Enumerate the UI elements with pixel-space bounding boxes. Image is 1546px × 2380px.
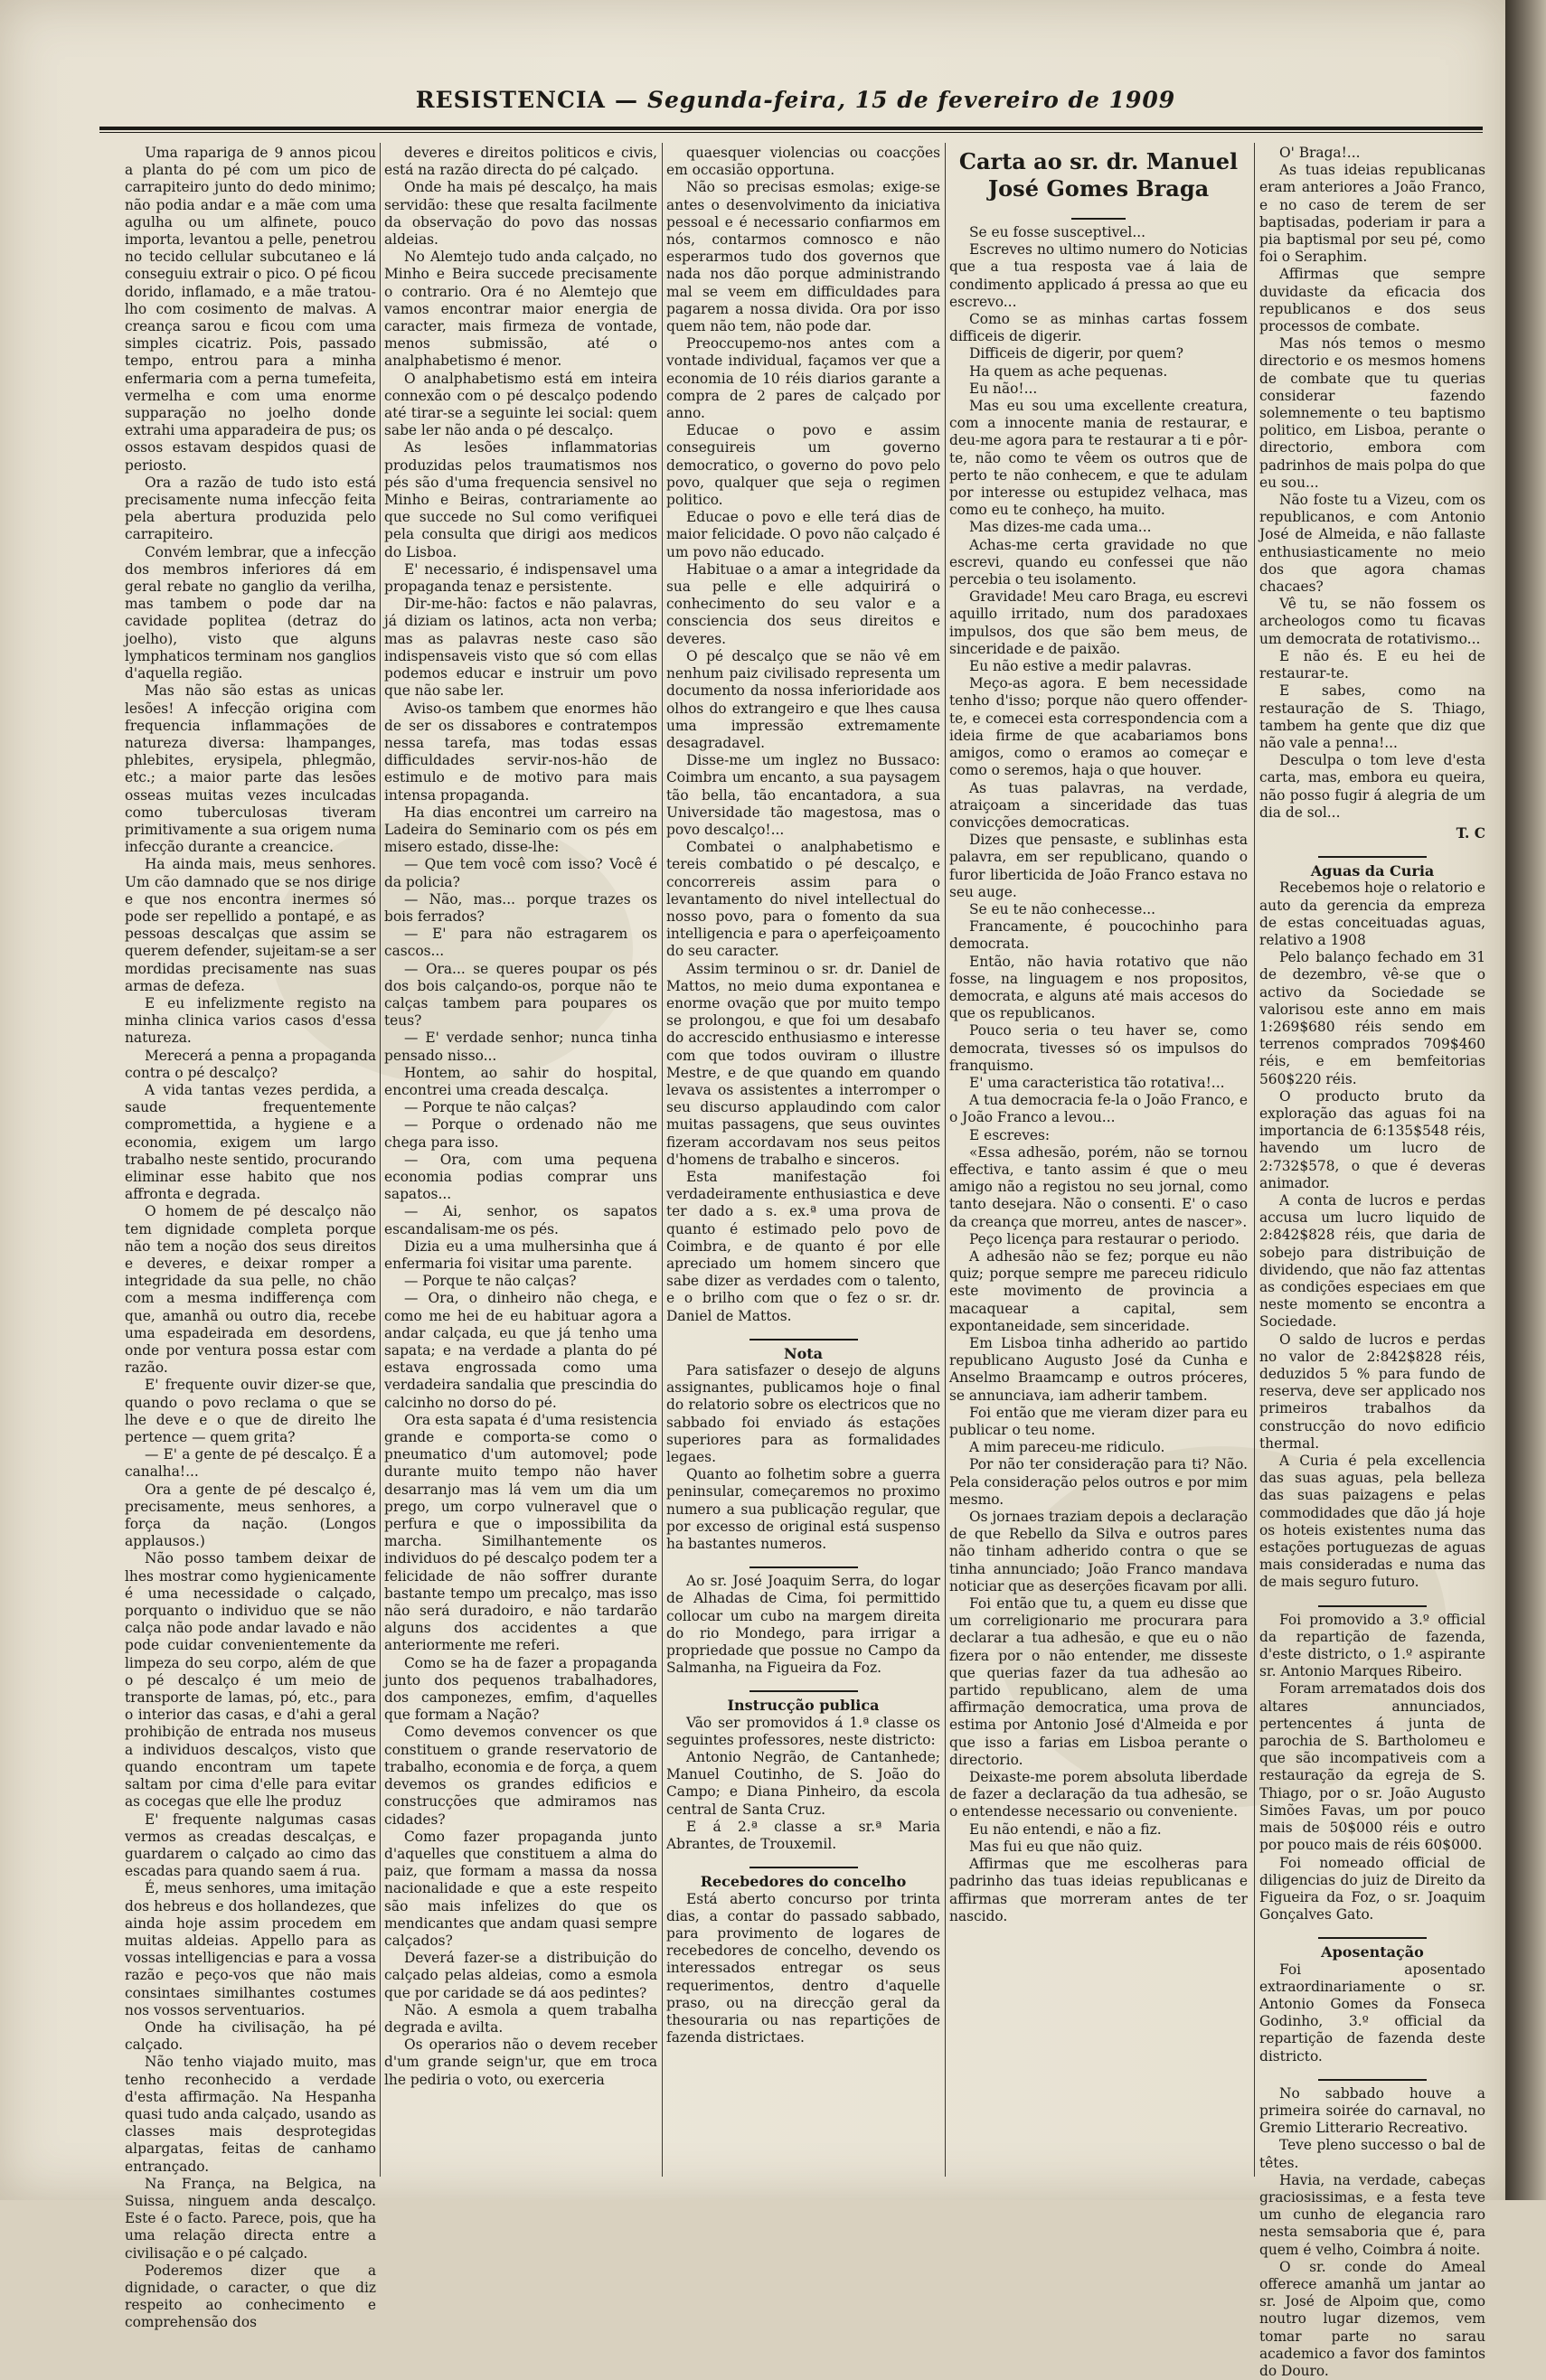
paragraph: O producto bruto da exploração das aguas foi na importancia de 6:135$548 réis, havendo um lucro de 2:732$578, o que é deveras animador.	[1259, 1087, 1485, 1191]
section-divider	[666, 1558, 940, 1566]
column-rule	[380, 143, 381, 2177]
paragraph: Havia, na verdade, cabeças graciosissimas, e a festa teve um cunho de elegancia raro nesta semsaboria que é, para quem é velho, Coimbra á noite.	[1259, 2171, 1485, 2258]
column-rule	[1254, 143, 1255, 2177]
paragraph: Foi aposentado extraordinariamente o sr. Antonio Gomes da Fonseca Godinho, 3.º official da repartição de fazenda deste districto.	[1259, 1961, 1485, 2065]
section-divider	[666, 1858, 940, 1866]
paragraph: deveres e direitos politicos e civis, está na razão directa do pé calçado.	[384, 145, 657, 179]
paragraph: Francamente, é poucochinho para democrata.	[949, 918, 1248, 953]
paragraph: O saldo de lucros e perdas no valor de 2:842$828 réis, deduzidos 5 % para fundo de reserva, deve ser applicado nos primeiros trabalhos da construcção do novo edificio thermal.	[1259, 1331, 1485, 1452]
masthead-separator: —	[614, 87, 638, 113]
paragraph: E' uma caracteristica tão rotativa!...	[969, 1074, 1225, 1091]
paragraph: Pouco seria o teu haver se, como democrata, tivesses só os impulsos do franquismo.	[949, 1022, 1248, 1074]
letter-body	[949, 224, 1248, 1925]
paragraph: No sabbado houve a primeira soirée do carnaval, no Gremio Litterario Recreativo.	[1259, 2084, 1485, 2137]
paragraph: Eu não estive a medir palavras.	[969, 658, 1192, 675]
paragraph: Em Lisboa tinha adherido ao partido republicano Augusto José da Cunha e Anselmo Braamcamp e outros próceres, se annunciava, iam adherir tambem.	[949, 1335, 1248, 1404]
paragraph: Ao sr. José Joaquim Serra, do logar de Alhadas de Cima, foi permittido collocar um cubo na margem direita do rio Mondego, para irrigar a propriedade que possue no Campo da Salmanha, na Figueira da Foz.	[666, 1573, 940, 1677]
paragraph: Está aberto concurso por trinta dias, a contar do passado sabbado, para provimento de logares de recebedores de concelho, devendo os interessados entregar os seus requerimentos, dentro d'aquelle praso, ou na direcção geral da thesouraria ou nas repartições de fazenda districtaes.	[666, 1890, 940, 2046]
paragraph: Combatei o analphabetismo e tereis combatido o pé descalço, e concorrereis assim para o levantamento do nivel intellectual do nosso povo, para o fomento da sua intelligencia e para o aperfeiçoamento do seu caracter.	[666, 839, 940, 960]
paragraph: A adhesão não se fez; porque eu não quiz; porque sempre me pareceu ridiculo este movimento de provincia a macaquear a capital, sem expontaneidade, sem sinceridade.	[949, 1247, 1248, 1334]
paragraph: Desculpa o tom leve d'esta carta, mas, embora eu queira, não posso fugir á alegria de um dia de sol...	[1259, 752, 1485, 821]
headline-carta: Carta ao sr. dr. Manuel José Gomes Braga	[958, 148, 1239, 202]
paragraph: — Ai, senhor, os sapatos escandalisam-me os pés.	[384, 1203, 657, 1237]
paragraph: Os jornaes traziam depois a declaração de que Rebello da Silva e outros pares não tinham adherido contra o que se tinha annunciado; João Franco mandava noticiar que as deserções ficavam por alli.	[949, 1509, 1248, 1595]
paragraph: — Porque te não calças?	[404, 1099, 577, 1116]
paragraph: Gravidade! Meu caro Braga, eu escrevi aquillo irritado, num dos paradoxaes impulsos, dos que são bem meus, de sinceridade e de paixão.	[949, 588, 1248, 657]
paragraph: Esta manifestação foi verdadeiramente enthusiastica e deve ter dado a s. ex.ª uma prova de quanto é estimado pelo povo de Coimbra, e de quanto é por elle apreciado um homem sincero que sabe dizer as verdades com o talento, e o brilho com que o fez o sr. dr. Daniel de Mattos.	[666, 1168, 940, 1324]
paragraph: Não tenho viajado muito, mas tenho reconhecido a verdade d'esta affirmação. Na Hespanha quasi tudo anda calçado, usando as classes mais desprotegidas alpargatas, feitas de canhamo entrançado.	[125, 2054, 376, 2175]
paragraph: — Não, mas... porque trazes os bois ferrados?	[384, 890, 657, 925]
paragraph: O analphabetismo está em inteira connexão com o pé descalço podendo até tirar-se a seguinte lei social: quem sabe ler não anda o pé descalço.	[384, 370, 657, 439]
section-divider	[949, 210, 1248, 217]
paragraph: Educae o povo e assim conseguireis um governo democratico, o governo do povo pelo povo, qualquer que seja o regimen politico.	[666, 422, 940, 509]
letter-continuation	[1259, 145, 1485, 822]
letter-signature: T. C	[1456, 824, 1485, 842]
section-aposentacao	[1259, 1961, 1485, 2065]
paragraph: Não so precisas esmolas; exige-se antes o desenvolvimento da iniciativa pessoal e é necessario confiarmos em nós, contarmos comnosco e não esperarmos tudo dos governos que nada nos dão porque administrando mal se veem em difficuldades para pagarem a nossa divida. Ora por isso quem não tem, não pode dar.	[666, 179, 940, 335]
paragraph: Ha ainda mais, meus senhores. Um cão damnado que se nos dirige e que nos encontra inermes só pode ser repellido a pontapé, e as pessoas descalças que assim se querem defender, sujeitam-se a ser mordidas precisamente nas suas armas de defeza.	[125, 856, 376, 994]
paragraph: Foi promovido a 3.º official da repartição de fazenda, d'este districto, o 1.º aspirante sr. Antonio Marques Ribeiro.	[1259, 1611, 1485, 1680]
paragraph: Dir-me-hão: factos e não palavras, já diziam os latinos, acta non verba; mas as palavras neste caso são indispensaveis visto que só com ellas podemos educar e instruir um povo que não sabe ler.	[384, 596, 657, 700]
section-instrucao	[666, 1715, 940, 1854]
paragraph: No Alemtejo tudo anda calçado, no Minho e Beira succede precisamente o contrario. Ora é no Alemtejo que vamos encontrar maior energia de caracter, mais firmeza de vontade, menos submissão, até o analphabetismo é menor.	[384, 249, 657, 370]
paragraph: Ha quem as ache pequenas.	[969, 362, 1168, 380]
paragraph: — Que tem você com isso? Você é da policia?	[384, 856, 657, 890]
column-3	[666, 145, 940, 2178]
paragraph: Convém lembrar, que a infecção dos membros inferiores dá em geral rebate no ganglio da verilha, mas tambem o pode dar na cavidade poplitea (detraz do joelho), visto que alguns lymphaticos terminam nos ganglios d'aquella região.	[125, 543, 376, 682]
paragraph: — Ora... se queres poupar os pés dos bois calçando-os, porque não te calças tambem para poupares os teus?	[384, 960, 657, 1030]
paragraph: Dizia eu a uma mulhersinha que á enfermaria foi visitar uma parente.	[384, 1237, 657, 1272]
news-item	[666, 1573, 940, 1677]
paragraph: E sabes, como na restauração de S. Thiago, tambem ha gente que diz que não vale a penna!...	[1259, 682, 1485, 751]
paragraph: Poderemos dizer que a dignidade, o caracter, o que diz respeito ao conhecimento e comprehensão dos	[125, 2262, 376, 2331]
paragraph: quaesquer violencias ou coacções em occasião opportuna.	[666, 145, 940, 179]
paragraph: Mas não são estas as unicas lesões! A infecção origina com frequencia inflammações de natureza diversa: lhampanges, phlebites, erysipela, phlegmão, etc.; a maior parte das lesões osseas muitas vezes inculcadas como tuberculosas tiveram primitivamente a sua origem numa infecção durante a creancice.	[125, 682, 376, 856]
paragraph: Vão ser promovidos á 1.ª classe os seguintes professores, neste districto:	[666, 1714, 940, 1748]
paragraph: É, meus senhores, uma imitação dos hebreus e dos hollandezes, que ainda hoje assim procedem em muitas aldeias. Appello para as vossas intelligencias e para a vossa razão e peço-vos que não mais consintaes similhantes costumes nos vossos serventuarios.	[125, 1880, 376, 2018]
paragraph: E' necessario, é indispensavel uma propaganda tenaz e persistente.	[384, 560, 657, 596]
paragraph: Como devemos convencer os que constituem o grande reservatorio de trabalho, economia e de força, a quem devemos os grandes edificios e construcções que admiramos nas cidades?	[384, 1724, 657, 1828]
column-4	[949, 145, 1248, 2178]
paragraph: Mas eu sou uma excellente creatura, com a innocente mania de restaurar, e deu-me agora para te restaurar a ti e pôr-te, não como te vêem os outros que de perto te não conhecem, e que te adulam por interesse ou estupidez velhaca, mas como eu te conheço, ha muito.	[949, 398, 1248, 519]
page-edge	[1505, 0, 1546, 2200]
paragraph: Ora a gente de pé descalço é, precisamente, meus senhores, a força da nação. (Longos applausos.)	[125, 1481, 376, 1550]
paragraph: O' Braga!...	[1279, 145, 1361, 161]
paragraph: — Porque te não calças?	[404, 1273, 577, 1290]
paragraph: Eu não!...	[969, 380, 1038, 397]
paragraph: Como fazer propaganda junto d'aquelles que constituem a alma do paiz, que formam a massa da nossa nacionalidade e que a este respeito são mais infelizes do que os mendicantes que andam quasi sempre calçados?	[384, 1828, 657, 1949]
paragraph: Achas-me certa gravidade no que escrevi, quando eu confessei que não percebia o teu isolamento.	[949, 536, 1248, 588]
section-divider	[1259, 1929, 1485, 1936]
paragraph: A tua democracia fe-la o João Franco, e o João Franco a levou...	[949, 1092, 1248, 1126]
section-divider	[1259, 2071, 1485, 2078]
paragraph: As tuas ideias republicanas eram anteriores a João Franco, e no caso de terem de ser baptisadas, poderiam ir para a pia baptismal por seu pé, como foi o Seraphim.	[1259, 162, 1485, 266]
paragraph: Não. A esmola a quem trabalha degrada e avilta.	[384, 2001, 657, 2036]
masthead	[108, 87, 1483, 123]
paragraph: Deixaste-me porem absoluta liberdade de fazer a declaração da tua adhesão, se o entendesse necessario ou conveniente.	[949, 1769, 1248, 1820]
news-items	[1259, 1612, 1485, 1924]
section-divider	[666, 1331, 940, 1338]
section-divider	[1259, 848, 1485, 855]
paragraph: Uma rapariga de 9 annos picou a planta do pé com um pico de carrapiteiro junto do dedo minimo; não podia andar e a mãe com uma agulha ou um alfinete, pouco importa, levantou a pelle, penetrou no tecido cellular subcutaneo e lá conseguiu extrair o pico. O pé ficou dorido, inflamado, e a mãe tratou-lho com cosimento de malvas. A creança sarou e ficou com uma simples cicatriz. Pois, passado tempo, entrou para a minha enfermaria com a perna tumefeita, vermelha e com uma enorme supparação no joelho donde extrahi uma apparadeira de pus; os ossos estavam despidos quasi de periosto.	[125, 145, 376, 474]
column-5	[1259, 145, 1485, 2379]
paragraph: Mas fui eu que não quiz.	[969, 1838, 1143, 1855]
masthead-title: RESISTENCIA	[415, 87, 606, 113]
paragraph: E eu infelizmente registo na minha clinica varios casos d'essa natureza.	[125, 994, 376, 1047]
paragraph: Preoccupemo-nos antes com a vontade individual, façamos ver que a economia de 10 réis diarios garante a compra de 2 pares de calçado por anno.	[666, 335, 940, 422]
paragraph: Onde ha civilisação, ha pé calçado.	[125, 2018, 376, 2054]
paragraph: Pelo balanço fechado em 31 de dezembro, vê-se que o activo da Sociedade se valorisou este anno em mais 1:269$680 réis sendo em terrenos comprados 709$460 réis, e em bemfeitorias 560$220 réis.	[1259, 949, 1485, 1087]
section-title-recebedores: Recebedores do concelho	[700, 1873, 907, 1891]
column-rule	[945, 143, 946, 2177]
section-nota	[666, 1362, 940, 1553]
paragraph: Os operarios não o devem receber d'um grande seign'ur, que em troca lhe pediria o voto, ou exerceria	[384, 2037, 657, 2088]
masthead-rule-thin	[99, 132, 1483, 133]
section-recebedores	[666, 1891, 940, 2047]
paragraph: Affirmas que sempre duvidaste da eficacia dos republicanos e dos seus processos de combate.	[1259, 266, 1485, 335]
paragraph: Antonio Negrão, de Cantanhede; Manuel Coutinho, de S. João do Campo; e Diana Pinheiro, da escola central de Santa Cruz.	[666, 1749, 940, 1818]
paragraph: Merecerá a penna a propaganda contra o pé descalço?	[125, 1047, 376, 1081]
paragraph: Eu não entendi, e não a fiz.	[969, 1820, 1162, 1838]
paragraph: E não és. E eu hei de restaurar-te.	[1259, 647, 1485, 682]
paragraph: Mas dizes-me cada uma...	[969, 519, 1152, 536]
section-divider	[666, 1682, 940, 1689]
section-title-aguas: Aguas da Curia	[1310, 862, 1435, 880]
paragraph: — E' para não estragarem os cascos...	[384, 926, 657, 960]
paragraph: Dizes que pensaste, e sublinhas esta palavra, em ser republicano, quando o furor liberticida de João Franco estava no seu auge.	[949, 832, 1248, 900]
paragraph: Quanto ao folhetim sobre a guerra peninsular, começaremos no proximo numero a sua publicação regular, que por excesso de original está suspenso ha bastantes numeros.	[666, 1466, 940, 1553]
paragraph: A mim pareceu-me ridiculo.	[969, 1439, 1165, 1456]
column-2	[384, 145, 657, 2178]
paragraph: Onde ha mais pé descalço, ha mais servidão: these que resalta facilmente da observação do povo das nossas aldeias.	[384, 179, 657, 249]
paragraph: Na França, na Belgica, na Suissa, ninguem anda descalço. Este é o facto. Parece, pois, que ha uma relação directa entre a civilisação e o pé calçado.	[125, 2175, 376, 2262]
paragraph: Não foste tu a Vizeu, com os republicanos, e com Antonio José de Almeida, e não fallaste enthusiasticamente no meio dos que agora chamas chacaes?	[1259, 492, 1485, 596]
paragraph: — Porque o ordenado não me chega para isso.	[384, 1116, 657, 1151]
paragraph: — E' a gente de pé descalço. É a canalha!...	[125, 1446, 376, 1481]
paragraph: — Ora, o dinheiro não chega, e como me hei de eu habituar agora a andar calçada, eu que já tenho uma sapata; e na verdade a planta do pé estava engrossada como uma verdadeira sandalia que prescindia do calcinho no dorso do pé.	[384, 1290, 657, 1411]
paragraph: Recebemos hoje o relatorio e auto da gerencia da empreza de estas conceituadas aguas, relativo a 1908	[1259, 880, 1485, 948]
paragraph: Vê tu, se não fossem os archeologos como tu ficavas um democrata de rotativismo...	[1259, 596, 1485, 647]
masthead-rule	[99, 127, 1483, 130]
paragraph: Assim terminou o sr. dr. Daniel de Mattos, no meio duma expontanea e enorme ovação que por muito tempo se prolongou, e que foi um desabafo do accrescido enthusiasmo e interesse com que todos ouviram o illustre Mestre, e de que quando em quando levava os assistentes a interromper o seu discurso applaudindo com calor muitas passagens, que seus ouvintes fizeram accordavam nos seus peitos d'homens de trabalho e sinceros.	[666, 960, 940, 1168]
paragraph: E á 2.ª classe a sr.ª Maria Abrantes, de Trouxemil.	[666, 1818, 940, 1853]
paragraph: A vida tantas vezes perdida, a saude frequentemente compromettida, a hygiene e a economia, exigem um largo trabalho neste sentido, procurando eliminar esse habito que nos affronta e degrada.	[125, 1081, 376, 1203]
paragraph: E' frequente nalgumas casas vermos as creadas descalças, e guardarem o calçado ao cimo das escadas para quando saem á rua.	[125, 1811, 376, 1880]
paragraph: O sr. conde do Ameal offerece amanhã um jantar ao sr. José de Alpoim que, como noutro lugar dizemos, vem tomar parte no sarau academico a favor dos famintos do Douro.	[1259, 2258, 1485, 2379]
paragraph: Teve pleno successo o bal de têtes.	[1259, 2137, 1485, 2171]
section-divider	[1259, 1597, 1485, 1604]
paragraph: Então, não havia rotativo que não fosse, na linguagem e nos propositos, democrata, e alguns até mais accesos do que os republicanos.	[949, 953, 1248, 1022]
paragraph: E' frequente ouvir dizer-se que, quando o povo reclama o que se lhe deve e o que de direito lhe pertence — quem grita?	[125, 1377, 376, 1446]
paragraph: — Ora, com uma pequena economia podias comprar uns sapatos...	[384, 1151, 657, 1203]
paragraph: Como se as minhas cartas fossem difficeis de digerir.	[949, 311, 1248, 345]
paragraph: E escreves:	[969, 1126, 1051, 1143]
paragraph: Educae o povo e elle terá dias de maior felicidade. O povo não calçado é um povo não educado.	[666, 509, 940, 560]
section-aguas	[1259, 880, 1485, 1591]
paragraph: Mas nós temos o mesmo directorio e os mesmos homens de combate que tu querias considerar fazendo solemnemente o teu baptismo politico, em Lisboa, perante o directorio, embora com padrinhos de mais polpa do que eu sou...	[1259, 335, 1485, 491]
section-title-aposentacao: Aposentação	[1321, 1943, 1424, 1961]
paragraph: Disse-me um inglez no Bussaco: Coimbra um encanto, a sua paysagem tão bella, tão encantadora, a sua Universidade tão magestosa, mas o povo descalço!...	[666, 752, 940, 838]
paragraph: — E' verdade senhor; nunca tinha pensado nisso...	[384, 1030, 657, 1064]
paragraph: «Essa adhesão, porém, não se tornou effectiva, e tanto assim é que o meu amigo não a registou no seu jornal, como tanto desejara. Não o consenti. E' o caso da creança que morreu, antes de nascer».	[949, 1143, 1248, 1230]
column-rule	[662, 143, 663, 2177]
paragraph: Escreves no ultimo numero do Noticias que a tua resposta vae á laia de condimento applicado á pressa ao que eu escrevo...	[949, 241, 1248, 310]
paragraph: As tuas palavras, na verdade, atraiçoam a sinceridade das tuas convicções democraticas.	[949, 779, 1248, 831]
paragraph: Se eu te não conhecesse...	[969, 900, 1156, 917]
paragraph: As lesões inflammatorias produzidas pelos traumatismos nos pés são d'uma frequencia sensivel no Minho e Beiras, contrariamente ao que succede no Sul como verifiquei pela consulta que dirigi aos medicos do Lisboa.	[384, 439, 657, 560]
paragraph: Ora a razão de tudo isto está precisamente numa infecção feita pela abertura produzida pelo carrapiteiro.	[125, 474, 376, 543]
paragraph: A conta de lucros e perdas accusa um lucro liquido de 2:842$828 réis, que daria de sobejo para distribuição de dividendo, que não faz attentas as condições especiaes em que neste momento se encontra a Sociedade.	[1259, 1191, 1485, 1331]
paragraph: Como se ha de fazer a propaganda junto dos pequenos trabalhadores, dos camponezes, emfim, d'aquelles que formam a Nação?	[384, 1654, 657, 1724]
paragraph: Foi então que me vieram dizer para eu publicar o teu nome.	[949, 1404, 1248, 1439]
column-1	[125, 145, 376, 2331]
paragraph: Foram arrematados dois dos altares annunciados, pertencentes á junta de parochia de S. Bartholomeu e que são incompativeis com a restauração da egreja de S. Thiago, por o sr. João Augusto Simões Favas, um por pouco mais de 50$000 réis e outro por pouco mais de réis 60$000.	[1259, 1680, 1485, 1854]
paragraph: Hontem, ao sahir do hospital, encontrei uma creada descalça.	[384, 1064, 657, 1098]
paragraph: Por não ter consideração para ti? Não. Pela consideração pelos outros e por mim mesmo.	[949, 1456, 1248, 1508]
paragraph: O pé descalço que se não vê em nenhum paiz civilisado representa um documento da nossa inferioridade aos olhos do extrangeiro e que lhes causa uma impressão extremamente desagradavel.	[666, 647, 940, 751]
masthead-date: Segunda-feira, 15 de fevereiro de 1909	[646, 87, 1176, 113]
paragraph: Meço-as agora. E bem necessidade tenho d'isso; porque não quero offender-te, e comecei esta correspondencia com a ideia firme de que acabariamos bons amigos, como o eramos ao começar e como o seremos, haja o que houver.	[949, 675, 1248, 779]
paragraph: Ora esta sapata é d'uma resistencia grande e comporta-se como o pneumatico d'um automovel; pode durante muito tempo não haver desarranjo mas lá vem um dia um prego, um corpo vulneravel que o perfura e que o impossibilita da marcha. Similhantemente os individuos do pé descalço podem ter a felicidade de não soffrer durante bastante tempo um precalço, mas isso não será duradoiro, e não tardarão alguns dos accidentes a que anteriormente me referi.	[384, 1411, 657, 1654]
paragraph: Se eu fosse susceptivel...	[969, 224, 1146, 240]
paragraph: Habituae o a amar a integridade da sua pelle e elle adquirirá o conhecimento do seu valor e a consciencia dos seus direitos e deveres.	[666, 560, 940, 647]
paragraph: Foi nomeado official de diligencias do juiz de Direito da Figueira da Foz, o sr. Joaquim Gonçalves Gato.	[1259, 1854, 1485, 1924]
paragraph: Peço licença para restaurar o periodo.	[969, 1230, 1240, 1247]
paragraph: Para satisfazer o desejo de alguns assignantes, publicamos hoje o final do relatorio sobre os electricos que no sabbado foi enviado ás estações superiores para as formalidades legaes.	[666, 1362, 940, 1466]
news-items-social	[1259, 2085, 1485, 2380]
paragraph: A Curia é pela excellencia das suas aguas, pela belleza das suas paizagens e pelas commodidades que dão já hoje os hoteis existentes numa das estações portuguezas de aguas mais consideradas e numa das de mais seguro futuro.	[1259, 1453, 1485, 1591]
paragraph: O homem de pé descalço não tem dignidade completa porque não tem a noção dos seus direitos e deveres, e deixar romper a integridade da sua pelle, no chão com a mesma indifferença com que, amanhã ou outro dia, recebe uma espadeirada em desordens, onde por ventura possa estar com razão.	[125, 1203, 376, 1377]
paragraph: Ha dias encontrei um carreiro na Ladeira do Seminario com os pés em misero estado, disse-lhe:	[384, 804, 657, 856]
section-title-nota: Nota	[783, 1344, 824, 1362]
paragraph: Foi então que tu, a quem eu disse que um correligionario me procurara para declarar a tua adhesão, e que eu o não fizera por o não entender, me disseste que querias fazer da tua adhesão ao partido republicano, alem de uma affirmação democratica, uma prova de estima por Antonio José d'Almeida e por que isso a farias em Lisboa perante o directorio.	[949, 1595, 1248, 1768]
paragraph: Aviso-os tambem que enormes hão de ser os dissabores e contratempos nessa tarefa, mas todas essas difficuldades servir-nos-hão de estimulo e de motivo para mais intensa propaganda.	[384, 700, 657, 804]
paragraph: Difficeis de digerir, por quem?	[969, 345, 1183, 362]
paragraph: Deverá fazer-se a distribuição do calçado pelas aldeias, como a esmola que por caridade se dá aos pedintes?	[384, 1950, 657, 2001]
speech-conclusion	[666, 145, 940, 1325]
section-title-instrucao: Instrucção publica	[727, 1697, 880, 1715]
paragraph: Affirmas que me escolheras para padrinho das tuas ideias republicanas e affirmas que morreram antes de ter nascido.	[949, 1856, 1248, 1924]
paragraph: Não posso tambem deixar de lhes mostrar como hygienicamente é uma necessidade o calçado, porquanto o individuo que se não calça não pode andar lavado e não pode cuidar convenientemente da limpeza do seu corpo, além de que o pé descalço é um meio de transporte de lamas, pó, etc., para o interior das casas, e d'ahi a geral prohibição de entrada nos museus a individuos descalços, visto que quando encontram um tapete saltam por cima d'elle para evitar as cocegas que elle lhe produz	[125, 1550, 376, 1811]
